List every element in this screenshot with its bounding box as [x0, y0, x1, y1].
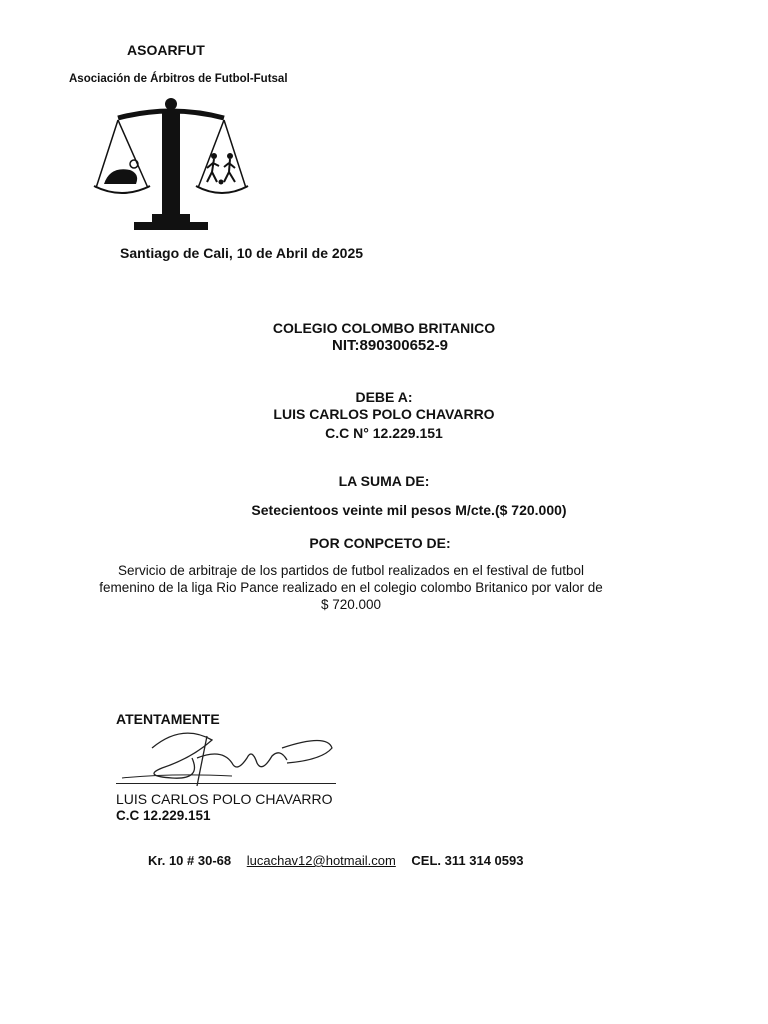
signer-id: C.C 12.229.151 — [116, 808, 211, 823]
concept-label: POR CONPCETO DE: — [309, 535, 451, 551]
org-short-name: ASOARFUT — [127, 42, 205, 58]
creditor-id: C.C N° 12.229.151 — [325, 425, 443, 441]
signature-line — [116, 783, 336, 784]
signer-name: LUIS CARLOS POLO CHAVARRO — [116, 791, 333, 807]
client-nit: NIT:890300652-9 — [332, 337, 448, 354]
footer-contact — [148, 853, 535, 868]
scales-of-justice-logo — [88, 96, 254, 236]
closing-text: ATENTAMENTE — [116, 711, 220, 727]
footer-address: Kr. 10 # 30-68 — [148, 853, 232, 868]
handwritten-signature — [112, 718, 342, 798]
debe-label: DEBE A: — [355, 389, 413, 405]
concept-line-1: Servicio de arbitraje de los partidos de futbol realizados en el festival de futbol — [117, 563, 585, 578]
amount-label: LA SUMA DE: — [338, 473, 430, 489]
footer-phone: CEL. 311 314 0593 — [411, 853, 524, 868]
amount-text: Setecientoos veinte mil pesos M/cte.($ 720.000) — [251, 502, 567, 518]
concept-line-3: $ 720.000 — [320, 597, 382, 612]
footer-email-link[interactable]: lucachav12@hotmail.com — [246, 853, 396, 868]
client-name: COLEGIO COLOMBO BRITANICO — [272, 320, 496, 336]
creditor-name: LUIS CARLOS POLO CHAVARRO — [273, 406, 495, 422]
org-full-name: Asociación de Árbitros de Futbol-Futsal — [69, 73, 288, 85]
concept-description — [60, 562, 642, 613]
place-and-date: Santiago de Cali, 10 de Abril de 2025 — [120, 245, 364, 261]
concept-line-2: femenino de la liga Rio Pance realizado en el colegio colombo Britanico por valor de — [99, 580, 603, 595]
